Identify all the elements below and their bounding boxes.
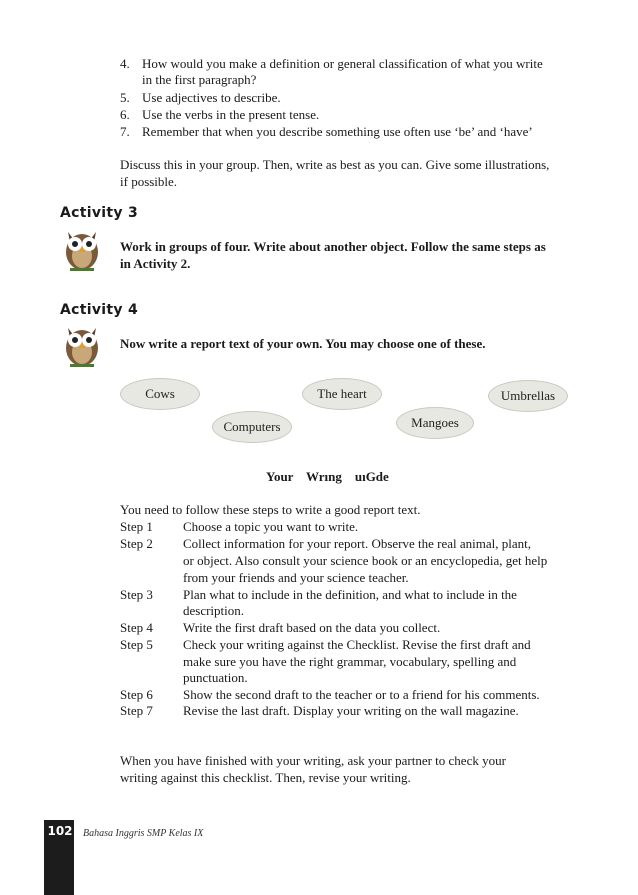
step-2-label: Step 2 bbox=[120, 536, 153, 551]
step-7-label: Step 7 bbox=[120, 703, 153, 718]
step-2-line-2: or object. Also consult your science book or an encyclopedia, get help bbox=[183, 553, 548, 568]
step-3-line-1: Plan what to include in the definition, and what to include in the bbox=[183, 587, 517, 602]
list-item-4-line-1: How would you make a definition or general classification of what you write bbox=[142, 56, 543, 71]
list-number-6: 6. bbox=[120, 107, 130, 122]
topic-computers: Computers bbox=[212, 411, 292, 443]
list-item-7: Remember that when you describe something use often use ‘be’ and ‘have’ bbox=[142, 124, 533, 139]
step-3-line-2: description. bbox=[183, 603, 245, 618]
owl-icon bbox=[60, 322, 104, 368]
owl-icon bbox=[60, 226, 104, 272]
topic-the-heart: The heart bbox=[302, 378, 382, 410]
step-3-label: Step 3 bbox=[120, 587, 153, 602]
topic-umbrellas: Umbrellas bbox=[488, 380, 568, 412]
activity-3-instruction-line-2: in Activity 2. bbox=[120, 256, 191, 271]
list-item-5: Use adjectives to describe. bbox=[142, 90, 281, 105]
activity-4-heading: Activity 4 bbox=[60, 302, 138, 318]
writing-guide-title: Your Wrıng uıGde bbox=[266, 469, 389, 484]
step-2-line-1: Collect information for your report. Observe the real animal, plant, bbox=[183, 536, 531, 551]
closing-line-1: When you have finished with your writing, ask your partner to check your bbox=[120, 753, 506, 768]
list-item-6: Use the verbs in the present tense. bbox=[142, 107, 320, 122]
topic-mangoes: Mangoes bbox=[396, 407, 474, 439]
list-number-4: 4. bbox=[120, 56, 130, 71]
step-1-label: Step 1 bbox=[120, 519, 153, 534]
step-1-text bbox=[183, 519, 568, 535]
step-5-line-2: make sure you have the right grammar, vocabulary, spelling and bbox=[183, 654, 517, 669]
activity-3-instruction-line-1: Work in groups of four. Write about another object. Follow the same steps as bbox=[120, 239, 546, 254]
step-1-line-1: Choose a topic you want to write. bbox=[183, 519, 359, 534]
step-2-line-3: from your friends and your science teacher. bbox=[183, 570, 409, 585]
list-number-5: 5. bbox=[120, 90, 130, 105]
discuss-line-2: if possible. bbox=[120, 174, 178, 189]
activity-3-heading: Activity 3 bbox=[60, 205, 138, 221]
page-number: 102 bbox=[47, 824, 73, 838]
steps-intro: You need to follow these steps to write a good report text. bbox=[120, 502, 421, 517]
step-5-label: Step 5 bbox=[120, 637, 153, 652]
list-number-7: 7. bbox=[120, 124, 130, 139]
step-6-label: Step 6 bbox=[120, 687, 153, 702]
step-6-line-1: Show the second draft to the teacher or to a friend for his comments. bbox=[183, 687, 540, 702]
activity-4-instruction: Now write a report text of your own. You may choose one of these. bbox=[120, 336, 486, 351]
topic-cows: Cows bbox=[120, 378, 200, 410]
step-4-line-1: Write the first draft based on the data you collect. bbox=[183, 620, 441, 635]
step-4-label: Step 4 bbox=[120, 620, 153, 635]
closing-line-2: writing against this checklist. Then, revise your writing. bbox=[120, 770, 411, 785]
list-item-4-line-2: in the first paragraph? bbox=[142, 72, 257, 87]
step-7-line-1: Revise the last draft. Display your writing on the wall magazine. bbox=[183, 703, 519, 718]
discuss-line-1: Discuss this in your group. Then, write as best as you can. Give some illustrations, bbox=[120, 157, 550, 172]
book-title-footer: Bahasa Inggris SMP Kelas IX bbox=[83, 828, 204, 839]
step-5-line-3: punctuation. bbox=[183, 670, 248, 685]
step-5-line-1: Check your writing against the Checklist. Revise the first draft and bbox=[183, 637, 531, 652]
